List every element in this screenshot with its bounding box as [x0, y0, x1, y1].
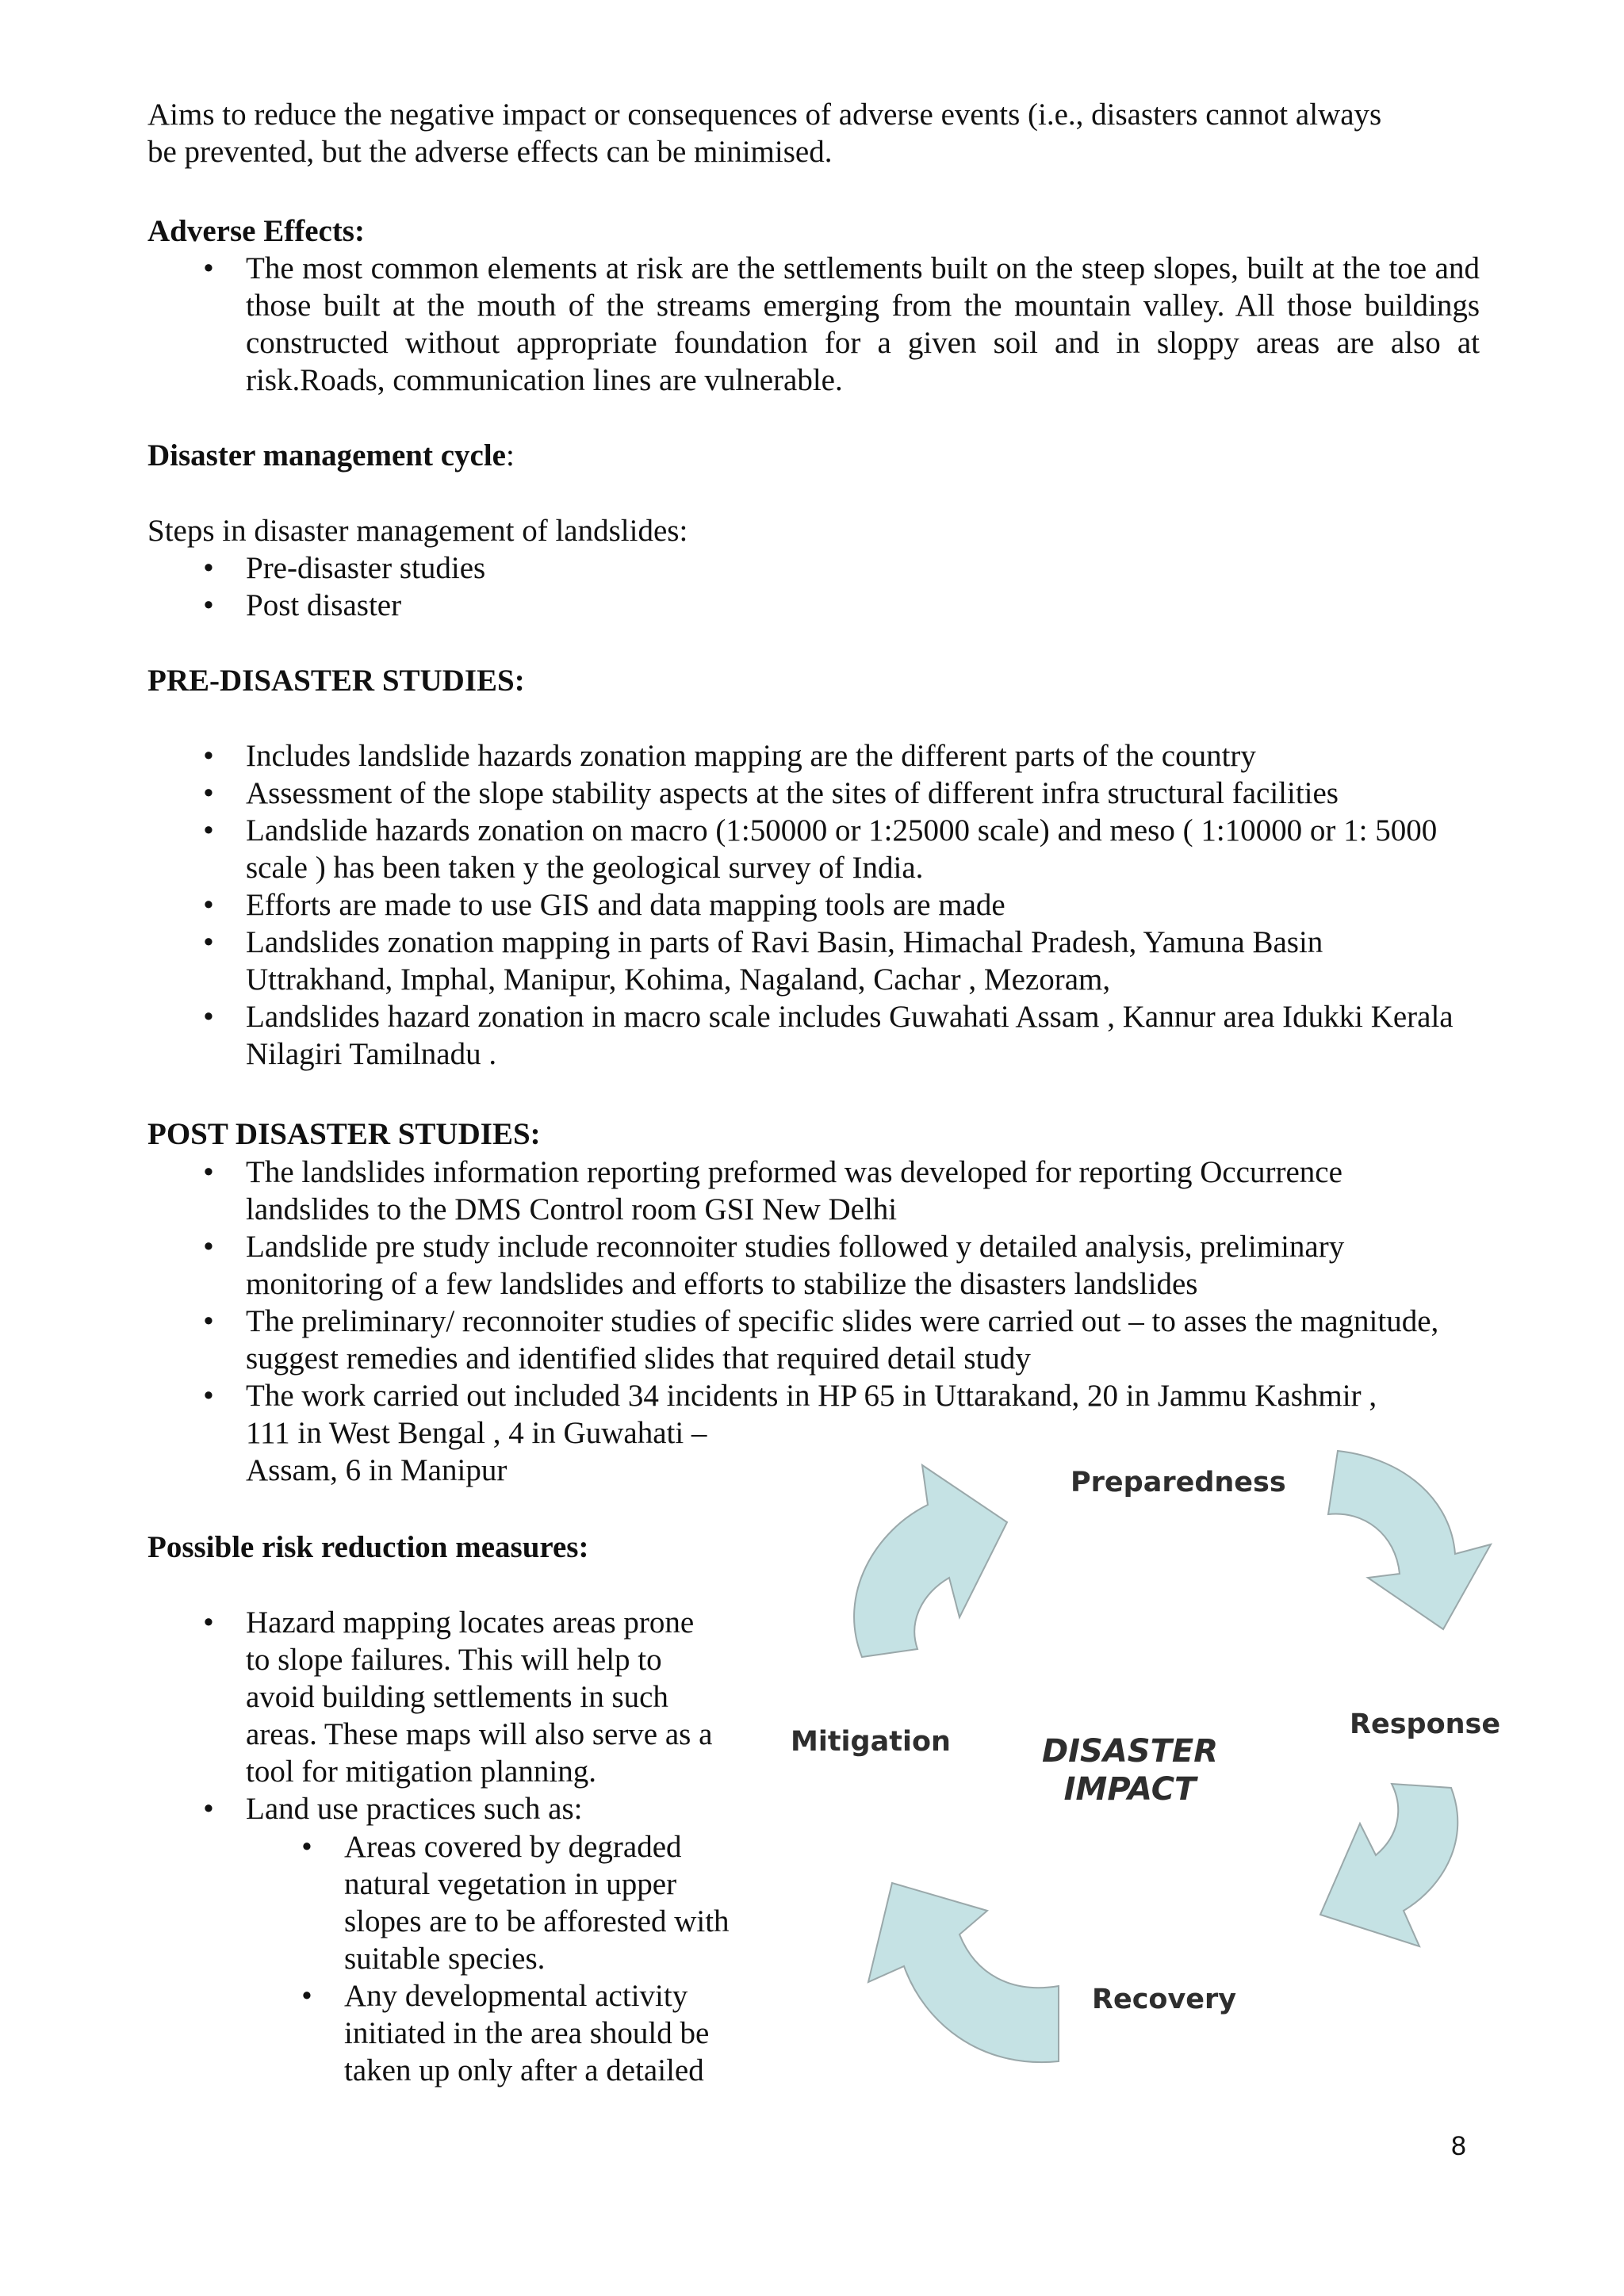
list-item: • Efforts are made to use GIS and data mapping tools are made: [147, 886, 1464, 924]
land-use-sublist: [246, 1828, 785, 2089]
intro-line-1: Aims to reduce the negative impact or consequences of adverse events (i.e., disasters cannot always: [147, 98, 1382, 132]
label-mitigation: Mitigation: [791, 1726, 951, 1758]
bullet-icon: •: [203, 1605, 214, 1640]
arrow-response-to-recovery: [1320, 1784, 1457, 1946]
bullet-icon: •: [203, 739, 214, 773]
list-item: • The landslides information reporting preformed was developed for reporting Occurrence landslides to the DMS Control room GSI New Delhi: [147, 1154, 1464, 1228]
list-item: • Landslides hazard zonation in macro scale includes Guwahati Assam , Kannur area Idukki Kerala Nilagiri Tamilnadu .: [147, 998, 1464, 1073]
arrow-preparedness-to-response: [1328, 1451, 1491, 1629]
arrow-mitigation-to-preparedness: [854, 1465, 1007, 1657]
list-item: • Landslide hazards zonation on macro (1:50000 or 1:25000 scale) and meso ( 1:10000 or 1: 5000 scale ) has been taken y the geological survey of India.: [147, 812, 1464, 886]
adverse-effects-heading: Adverse Effects:: [147, 214, 365, 248]
pre-disaster-list: [147, 737, 1464, 1073]
steps-list: [147, 549, 1480, 624]
bullet-icon: •: [203, 1304, 214, 1338]
list-item: • Assessment of the slope stability aspects at the sites of different infra structural facilities: [147, 775, 1464, 812]
intro-paragraph: [147, 96, 1496, 170]
label-response: Response: [1350, 1709, 1501, 1740]
pre-disaster-heading: PRE-DISASTER STUDIES:: [147, 664, 525, 698]
list-item: • Includes landslide hazards zonation mapping are the different parts of the country: [147, 737, 1464, 775]
bullet-icon: •: [203, 588, 214, 622]
bullet-icon: •: [203, 813, 214, 848]
post-disaster-heading: POST DISASTER STUDIES:: [147, 1117, 541, 1151]
risk-reduction-list: [147, 1604, 766, 1827]
bullet-icon: •: [203, 776, 214, 810]
label-recovery: Recovery: [1092, 1984, 1237, 2015]
label-preparedness: Preparedness: [1071, 1467, 1286, 1498]
bullet-icon: •: [203, 1000, 214, 1034]
intro-line-2: be prevented, but the adverse effects can be minimised.: [147, 135, 833, 169]
list-item: • The most common elements at risk are the settlements built on the steep slopes, built at the toe and those built at the mouth of the streams emerging from the mountain valley. All those buildings constructed without appropriate foundation for a given soil and in sloppy areas are also at risk.Roads, communication lines are vulnerable.: [147, 250, 1480, 399]
bullet-icon: •: [203, 551, 214, 585]
list-item: • Pre-disaster studies: [147, 549, 1480, 587]
bullet-icon: •: [301, 1979, 312, 2013]
page-number: 8: [1451, 2131, 1466, 2161]
cycle-heading: Disaster management cycle:: [147, 438, 515, 473]
disaster-cycle-diagram: [773, 1427, 1566, 2093]
bullet-icon: •: [203, 925, 214, 959]
bullet-icon: •: [301, 1830, 312, 1864]
bullet-icon: •: [203, 888, 214, 922]
risk-reduction-heading: Possible risk reduction measures:: [147, 1530, 589, 1564]
list-item: • Land use practices such as:: [147, 1790, 766, 1827]
list-item: • The preliminary/ reconnoiter studies of specific slides were carried out – to asses the magnitude, suggest remedies and identified slides that required detail study: [147, 1303, 1464, 1377]
list-item: • Landslide pre study include reconnoiter studies followed y detailed analysis, preliminary monitoring of a few landslides and efforts to stabilize the disasters landslides: [147, 1228, 1464, 1303]
bullet-icon: •: [203, 1155, 214, 1189]
list-item: • Any developmental activity initiated in the area should be taken up only after a detailed: [246, 1977, 785, 2089]
list-item: • Hazard mapping locates areas prone to slope failures. This will help to avoid building settlements in such areas. These maps will also serve as a tool for mitigation planning.: [147, 1604, 766, 1790]
list-item: • The work carried out included 34 incidents in HP 65 in Uttarakand, 20 in Jammu Kashmir , 111 in West Bengal , 4 in Guwahati – Assam, 6 in Manipur: [147, 1377, 1464, 1489]
arrow-recovery-to-mitigation: [868, 1883, 1059, 2062]
steps-intro: Steps in disaster management of landslides:: [147, 514, 688, 548]
bullet-icon: •: [203, 1230, 214, 1264]
bullet-icon: •: [203, 1379, 214, 1413]
bullet-icon: •: [203, 251, 214, 285]
bullet-icon: •: [203, 1792, 214, 1826]
list-item: • Landslides zonation mapping in parts of Ravi Basin, Himachal Pradesh, Yamuna Basin Uttrakhand, Imphal, Manipur, Kohima, Nagaland, Cachar , Mezoram,: [147, 924, 1464, 998]
list-item: • Post disaster: [147, 587, 1480, 624]
list-item: • Areas covered by degraded natural vegetation in upper slopes are to be afforested with suitable species.: [246, 1828, 785, 1977]
center-label: DISASTER IMPACT: [1041, 1733, 1219, 1808]
adverse-effects-list: [147, 250, 1480, 399]
